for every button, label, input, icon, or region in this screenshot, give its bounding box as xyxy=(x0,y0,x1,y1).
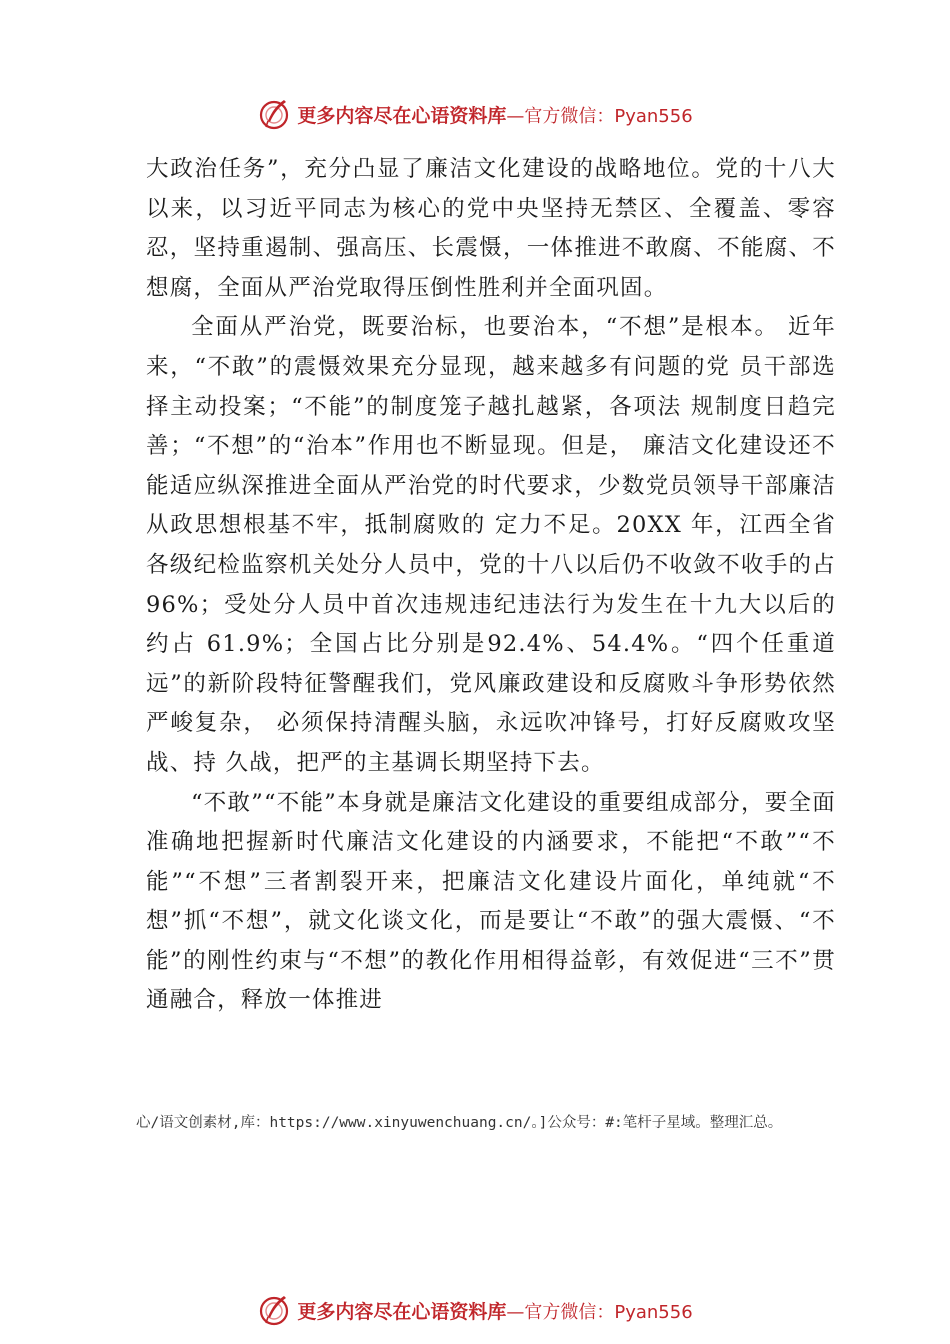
banner-wechat: —官方微信：Pyan556 xyxy=(506,105,693,127)
footer-banner xyxy=(0,1290,950,1330)
paragraph: 全面从严治党，既要治标，也要治本，“不想”是根本。 近年来，“不敢”的震慑效果充分显现，越来越多有问题的党 员干部选择主动投案；“不能”的制度笼子越扎越紧，各项法 规制度日趋完善；“不想”的“治本”作用也不断显现。但是， 廉洁文化建设还不能适应纵深推进全面从严治党的时代要求，少数党员领导干部廉洁从政思想根基不牢，抵制腐败的 定力不足。20XX 年，江西全省各级纪检监察机关处分人员中，党的十八以后仍不收敛不收手的占 96%；受处分人员中首次违规违纪违法行为发生在十九大以后的约占 61.9%；全国占比分别是92.4%、54.4%。“四个任重道远”的新阶段特征警醒我们，党风廉政建设和反腐败斗争形势依然严峻复杂， 必须保持清醒头脑，永远吹冲锋号，打好反腐败攻坚战、持 久战，把严的主基调长期坚持下去。 xyxy=(146,314,836,776)
source-footnote: 心/语文创素材,库：https://www.xinyuwenchuang.cn/。]公众号：#:笔杆子星域。整理汇总。 xyxy=(136,1115,783,1131)
document-body xyxy=(146,150,836,1021)
banner-text xyxy=(297,1297,692,1324)
paragraph-continued: 大政治任务”，充分凸显了廉洁文化建设的战略地位。党的十八大以来，以习近平同志为核心的党中央坚持无禁区、全覆盖、零容忍，坚持重遏制、强高压、长震慑，一体推进不敢腐、不能腐、不想腐，全面从严治党取得压倒性胜利并全面巩固。 xyxy=(146,156,836,301)
banner-wechat: —官方微信：Pyan556 xyxy=(506,1301,693,1323)
header-banner xyxy=(0,94,950,134)
paragraph: “不敢”“不能”本身就是廉洁文化建设的重要组成部分，要全面准确地把握新时代廉洁文化建设的内涵要求，不能把“不敢”“不能”“不想”三者割裂开来，把廉洁文化建设片面化，单纯就“不想”抓“不想”，就文化谈文化，而是要让“不敢”的强大震慑、“不能”的刚性约束与“不想”的教化作用相得益彰，有效促进“三不”贯通融合，释放一体推进 xyxy=(146,789,836,1014)
quill-pen-logo-icon xyxy=(257,1293,291,1327)
banner-lead: 更多内容尽在心语资料库 xyxy=(297,104,507,127)
quill-pen-logo-icon xyxy=(257,97,291,131)
banner-text xyxy=(297,101,692,128)
banner-lead: 更多内容尽在心语资料库 xyxy=(297,1300,507,1323)
